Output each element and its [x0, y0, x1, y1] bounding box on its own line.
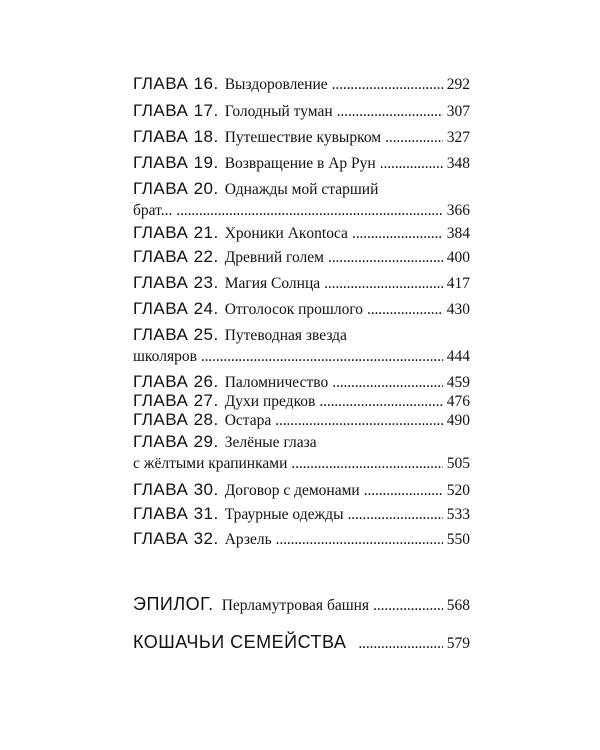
toc-entry-chapter-28[interactable]: [133, 409, 470, 431]
toc-line: [133, 222, 470, 244]
chapter-label: ГЛАВА 30.: [133, 480, 219, 499]
chapter-title: Путеводная звезда: [224, 327, 347, 344]
toc-entry-chapter-23[interactable]: [133, 272, 470, 294]
chapter-label: ГЛАВА 17.: [133, 101, 219, 120]
dot-leader: [275, 410, 442, 432]
page-number: 476: [446, 393, 470, 410]
epilogue-label: ЭПИЛОГ.: [133, 594, 214, 614]
toc-line: [133, 178, 470, 200]
toc-entry-cat-families[interactable]: [133, 631, 470, 653]
dot-leader: [358, 633, 442, 655]
chapter-title: Хроники Акontoса: [224, 225, 348, 242]
chapter-label: ГЛАВА 32.: [133, 529, 219, 548]
chapter-title: Выздоровление: [224, 76, 328, 93]
chapter-title: Траурные одежды: [224, 506, 344, 523]
toc-line: [133, 298, 470, 320]
chapter-title: Арзель: [224, 531, 272, 548]
chapter-label: ГЛАВА 26.: [133, 372, 219, 391]
chapter-label: ГЛАВА 29.: [133, 432, 219, 451]
page-number: 417: [446, 275, 470, 292]
toc-line: [133, 272, 470, 294]
chapter-title: Древний голем: [224, 249, 324, 266]
toc-line: [133, 503, 470, 525]
chapter-label: ГЛАВА 20.: [133, 179, 219, 198]
toc-entry-chapter-24[interactable]: [133, 298, 470, 320]
dot-leader: [324, 273, 443, 295]
toc-line: [133, 431, 470, 453]
chapter-title-continuation: брат...: [133, 202, 173, 219]
toc-line-continuation: [133, 346, 470, 368]
toc-entry-chapter-22[interactable]: [133, 246, 470, 268]
dot-leader: [367, 299, 443, 321]
toc-line: [133, 100, 470, 122]
dot-leader: [373, 595, 443, 617]
toc-line: [133, 152, 470, 174]
chapter-title-continuation: школяров: [133, 348, 197, 365]
toc-entry-chapter-17[interactable]: [133, 100, 470, 122]
dot-leader: [276, 529, 443, 551]
toc-line: [133, 246, 470, 268]
page-number: 520: [446, 482, 470, 499]
dot-leader: [201, 346, 443, 368]
dot-leader: [347, 504, 442, 526]
toc-entry-chapter-21[interactable]: [133, 222, 470, 244]
page-number: 307: [446, 103, 470, 120]
toc-line: [133, 126, 470, 148]
page-number: 327: [446, 129, 470, 146]
chapter-title: Путешествие кувырком: [224, 129, 382, 146]
chapter-title: Отголосок прошлого: [224, 301, 364, 318]
chapter-title: Договор с демонами: [224, 482, 360, 499]
dot-leader: [380, 153, 443, 175]
toc-line-continuation: [133, 200, 470, 222]
chapter-label: ГЛАВА 21.: [133, 223, 219, 242]
chapter-label: ГЛАВА 19.: [133, 153, 219, 172]
toc-entry-chapter-32[interactable]: [133, 528, 470, 550]
toc-entry-epilogue[interactable]: [133, 593, 470, 615]
toc-entry-chapter-30[interactable]: [133, 479, 470, 501]
page-number: 490: [446, 412, 470, 429]
page-number: 366: [446, 202, 470, 219]
toc-line-continuation: [133, 453, 470, 475]
chapter-title: Паломничество: [224, 374, 329, 391]
chapter-label: ГЛАВА 23.: [133, 273, 219, 292]
toc-entry-chapter-20[interactable]: [133, 178, 470, 222]
chapter-title: Остара: [224, 412, 272, 429]
page-number: 444: [446, 348, 470, 365]
page-number: 292: [446, 76, 470, 93]
chapter-label: ГЛАВА 28.: [133, 410, 219, 429]
dot-leader: [337, 101, 443, 123]
page-number: 568: [446, 597, 470, 614]
families-label: КОШАЧЬИ СЕМЕЙСТВА: [133, 632, 347, 652]
dot-leader: [364, 480, 443, 502]
page-number: 348: [446, 155, 470, 172]
page-number: 384: [446, 225, 470, 242]
page-number: 430: [446, 301, 470, 318]
dot-leader: [328, 247, 443, 269]
toc-entry-chapter-29[interactable]: [133, 431, 470, 475]
toc-entry-chapter-16[interactable]: [133, 73, 470, 95]
chapter-title: Зелёные глаза: [224, 434, 317, 451]
page-number: 400: [446, 249, 470, 266]
chapter-title: Магия Солнца: [224, 275, 321, 292]
chapter-label: ГЛАВА 18.: [133, 127, 219, 146]
chapter-label: ГЛАВА 27.: [133, 391, 219, 410]
dot-leader: [385, 127, 443, 149]
page-number: 533: [446, 506, 470, 523]
dot-leader: [332, 74, 443, 96]
chapter-title: Однажды мой старший: [224, 181, 379, 198]
toc-line: [133, 324, 470, 346]
toc-line: [133, 593, 470, 615]
page-number: 459: [446, 374, 470, 391]
toc-line: [133, 631, 470, 653]
chapter-label: ГЛАВА 31.: [133, 504, 219, 523]
chapter-label: ГЛАВА 22.: [133, 247, 219, 266]
page-number: 550: [446, 531, 470, 548]
chapter-title-continuation: с жёлтыми крапинками: [133, 455, 288, 472]
page-number: 505: [446, 455, 470, 472]
toc-line: [133, 73, 470, 95]
epilogue-title: Перламутровая башня: [221, 597, 370, 614]
toc-entry-chapter-18[interactable]: [133, 126, 470, 148]
page-number: 579: [446, 635, 470, 652]
toc-line: [133, 479, 470, 501]
dot-leader: [291, 453, 442, 475]
dot-leader: [352, 223, 443, 245]
toc-line: [133, 409, 470, 431]
toc-entry-chapter-31[interactable]: [133, 503, 470, 525]
chapter-label: ГЛАВА 24.: [133, 299, 219, 318]
chapter-title: Духи предков: [224, 393, 316, 410]
chapter-label: ГЛАВА 16.: [133, 74, 219, 93]
toc-entry-chapter-19[interactable]: [133, 152, 470, 174]
chapter-title: Возвращение в Ар Рун: [224, 155, 376, 172]
chapter-label: ГЛАВА 25.: [133, 325, 219, 344]
toc-line: [133, 528, 470, 550]
chapter-title: Голодный туман: [224, 103, 333, 120]
toc-entry-chapter-25[interactable]: [133, 324, 470, 368]
dot-leader: [176, 200, 442, 222]
